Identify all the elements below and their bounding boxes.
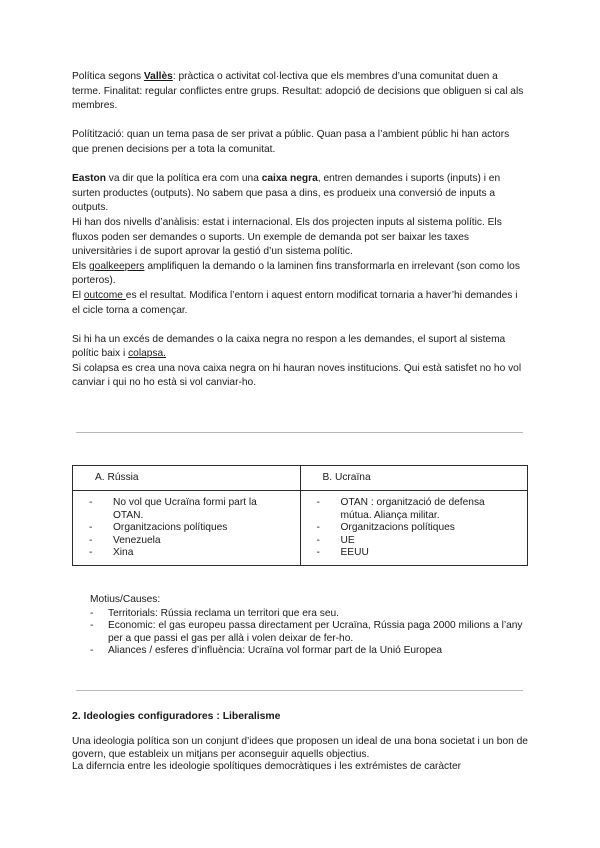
paragraph-ideologia: Una ideologia política son un conjunt d’idees que proposen un ideal de una bona societat i un bon de govern, que estableix un mitjans per aconseguir aquells objectius. <box>72 736 528 760</box>
author-valles: Vallès <box>143 71 173 82</box>
paragraph-exces: Si hi ha un excés de demandes o la caixa negra no respon a les demandes, el suport al sistema polític baix i colapsa. <box>72 333 506 360</box>
divider-1 <box>76 432 523 433</box>
term-colapsa: colapsa. <box>128 348 167 360</box>
list-item: - OTAN : organització de defensa mútua. Aliança militar. <box>311 497 518 522</box>
list-item: - Organitzacions polítiques <box>83 522 290 534</box>
section-ideologies <box>72 710 528 774</box>
ukraine-cell <box>300 491 528 566</box>
author-easton: Easton <box>72 173 106 185</box>
paragraph-politica: Política segons Vallès: pràctica o activitat col·lectiva que els membres d’una comunitat duen a terme. Finalitat: regular conflictes entre grups. Resultat: adopció de decisions que obliguen si cal als membres. <box>72 71 524 112</box>
motius-section <box>90 593 528 658</box>
header-ukraine: B. Ucraïna <box>300 466 528 491</box>
list-item: - Economic: el gas europeu passa directament per Ucraïna, Rússia paga 2000 milions a l’any per a que passi el gas per allà i volen deixar de fer-ho. <box>90 620 528 645</box>
list-item: - Organitzacions polítiques <box>311 522 518 534</box>
ukraine-list <box>311 497 518 559</box>
section-heading: 2. Ideologies configuradores : Liberalisme <box>72 711 281 722</box>
list-item: - Territorials: Rússia reclama un territori que era seu. <box>90 608 528 621</box>
list-item: - EEUU <box>311 547 518 559</box>
russia-list <box>83 497 290 559</box>
term-goalkeepers: goalkeepers <box>88 260 145 272</box>
term-caixa-negra: caixa negra <box>261 173 318 185</box>
motius-list <box>90 608 528 658</box>
list-item: - Venezuela <box>83 535 290 547</box>
term-outcome: outcome <box>83 289 126 301</box>
divider-2 <box>76 690 523 691</box>
paragraph-nova-caixa: Si colapsa es crea una nova caixa negra on hi hauran noves institucions. Qui està satisfet no ho vol canviar i qui no ho està si vol canviar-ho. <box>72 362 522 389</box>
motius-title: Motius/Causes: <box>90 594 161 605</box>
notes-body <box>72 70 528 391</box>
list-item: - Aliances / esferes d’influència: Ucraïna vol formar part de la Unió Europea <box>90 645 528 658</box>
list-item: - Xina <box>83 547 290 559</box>
comparison-table <box>72 465 528 566</box>
paragraph-easton: Easton va dir que la política era com una caixa negra, entren demandes i suports (inputs) i en surten productes (outputs). No sabem que pasa a dins, es produeix una conversió de inputs a outputs. <box>72 173 501 214</box>
list-item: - UE <box>311 535 518 547</box>
list-item: - No vol que Ucraïna formi part la OTAN. <box>83 497 290 522</box>
paragraph-nivells: Hi han dos nivells d’anàlisis: estat i internacional. Els dos projecten inputs al sistema polític. Els fluxos poden ser demandes o suports. Un exemple de demanda pot ser baixar les taxes universitàries i de suport aprovar la gestió d’un sistema polític. <box>72 216 502 258</box>
paragraph-goalkeepers: Els goalkeepers amplifiquen la demando o la laminen fins transformarla en irrelevant (son como los porteros). <box>72 260 520 287</box>
paragraph-politització: Polítització: quan un tema pasa de ser privat a públic. Quan pasa a l’ambient públic hi han actors que prenen decisions per a tota la comunitat. <box>72 129 510 155</box>
paragraph-outcome: El outcome es el resultat. Modifica l’entorn i aquest entorn modificat tornaria a haver’hi demandes i el cicle torna a començar. <box>72 289 518 316</box>
russia-cell <box>73 491 301 566</box>
paragraph-diferencia: La diferncia entre les ideologie spolítiques democràtiques i les extrémistes de caràcter <box>72 761 462 773</box>
header-russia: A. Rússia <box>73 466 301 491</box>
